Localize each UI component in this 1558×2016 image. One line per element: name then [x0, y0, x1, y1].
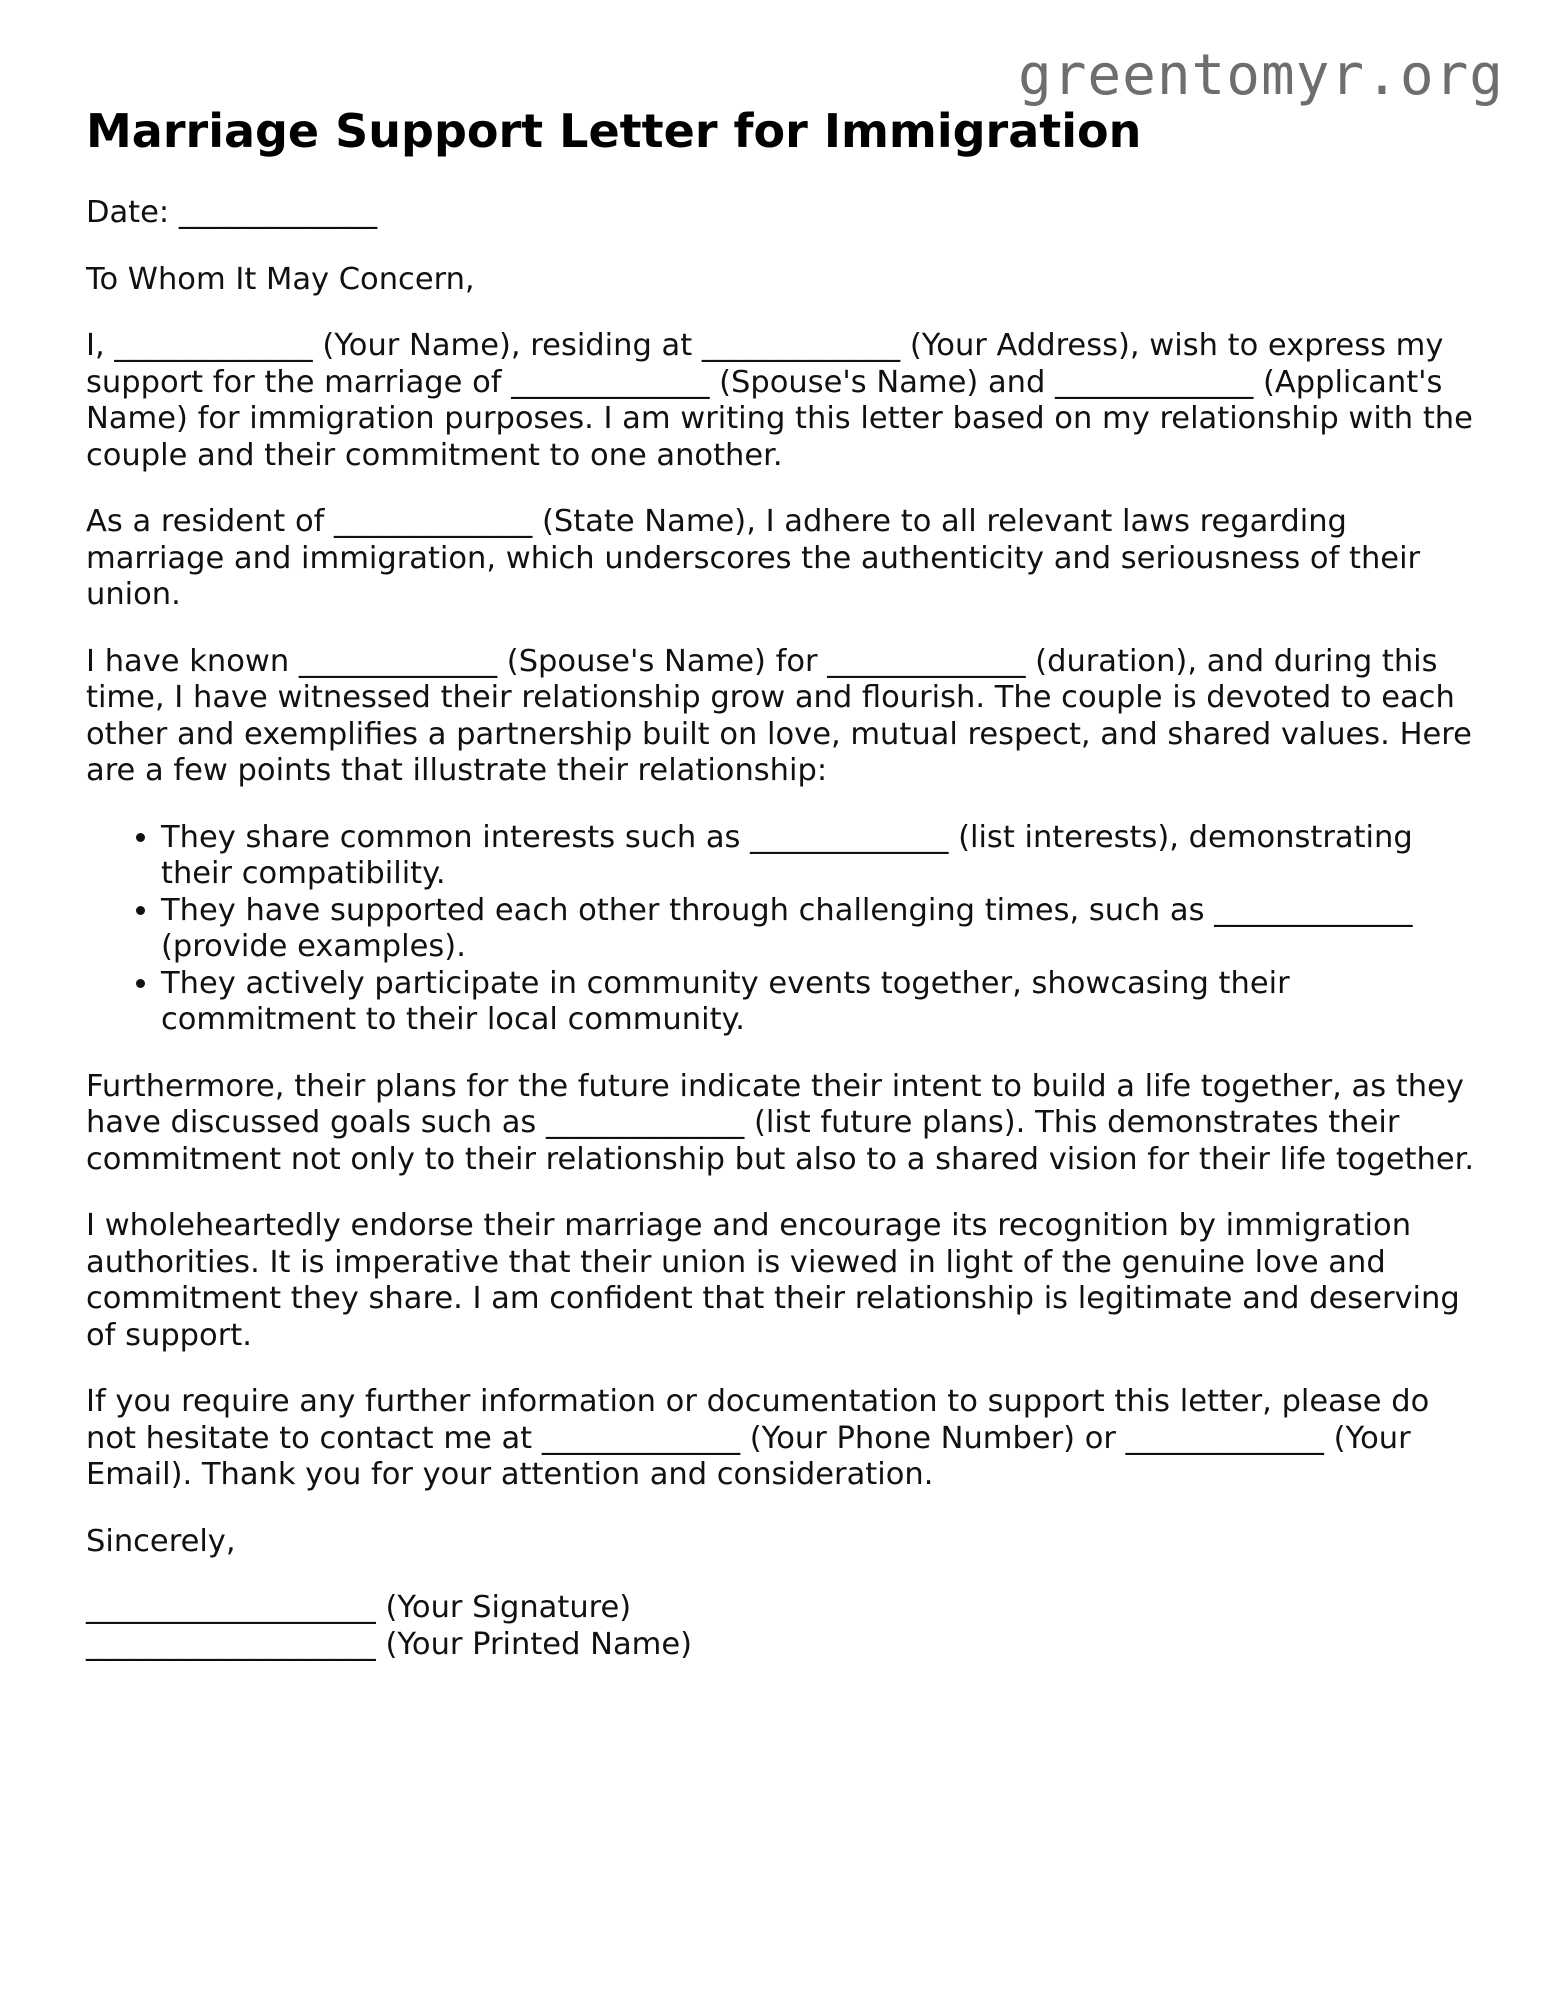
paragraph-introduction: I, _____________ (Your Name), residing at _____________ (Your Address), wish to express my support for the marriage of _____________ (Spouse's Name) and _____________ (Applicant's Name) for immigration purposes. I am writing this letter based on my relationship with the couple and their commitment to one another. [86, 328, 1473, 473]
printed-name-line: ___________________ (Your Printed Name) [86, 1626, 693, 1662]
watermark: greentomyr.org [1017, 43, 1504, 108]
list-item: • They have supported each other through challenging times, such as _____________ (provide examples). [161, 893, 1486, 966]
relationship-points-list [86, 820, 1486, 1039]
letter-document [86, 104, 1486, 1663]
paragraph-contact: If you require any further information or documentation to support this letter, please do not hesitate to contact me at _____________ (Your Phone Number) or _____________ (Your Email). Thank you for your attention and consideration. [86, 1384, 1430, 1493]
list-item: • They share common interests such as _____________ (list interests), demonstrating their compatibility. [161, 820, 1486, 893]
page-title: Marriage Support Letter for Immigration [86, 104, 1142, 158]
signature-line: ___________________ (Your Signature) [86, 1590, 632, 1626]
paragraph-residency: As a resident of _____________ (State Name), I adhere to all relevant laws regarding marriage and immigration, which underscores the authenticity and seriousness of their union. [86, 504, 1421, 613]
paragraph-relationship: I have known _____________ (Spouse's Name) for _____________ (duration), and during this time, I have witnessed their relationship grow and flourish. The couple is devoted to each other and exemplifies a partnership built on love, mutual respect, and shared values. Here are a few points that illustrate their relationship: [86, 643, 1472, 789]
salutation: To Whom It May Concern, [86, 261, 475, 297]
paragraph-endorsement: I wholeheartedly endorse their marriage and encourage its recognition by immigration authorities. It is imperative that their union is viewed in light of the genuine love and commitment they share. I am confident that their relationship is legitimate and deserving of support. [86, 1208, 1460, 1353]
paragraph-future-plans: Furthermore, their plans for the future indicate their intent to build a life together, as they have discussed goals such as _____________ (list future plans). This demonstrates their commitment not only to their relationship but also to a shared vision for their life together. [86, 1068, 1475, 1177]
signature-block [86, 1590, 1486, 1663]
date-line: Date: _____________ [86, 195, 378, 231]
signoff: Sincerely, [86, 1523, 236, 1559]
list-item: • They actively participate in community events together, showcasing their commitment to their local community. [161, 966, 1486, 1039]
